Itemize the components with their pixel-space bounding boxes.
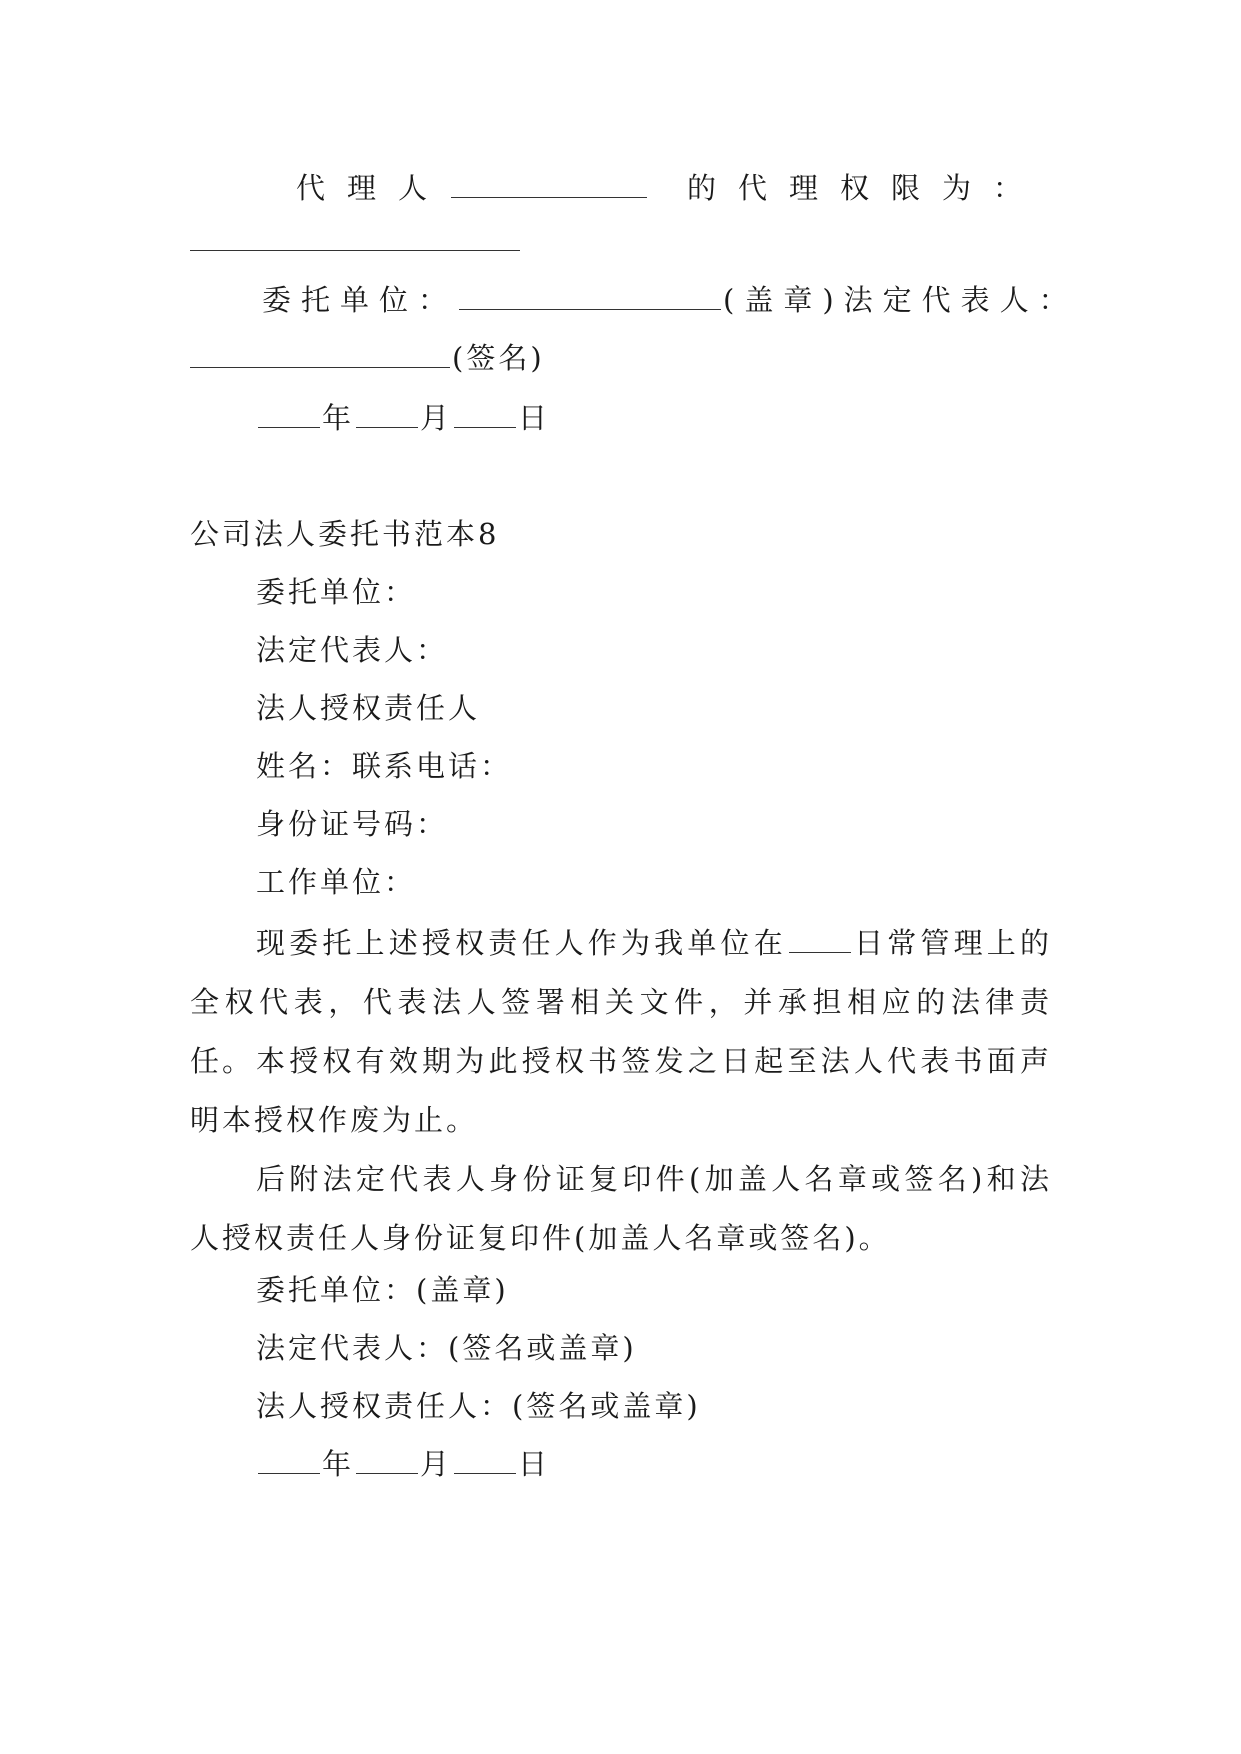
paragraph-attachments: 后附法定代表人身份证复印件(加盖人名章或签名)和法人授权责任人身份证复印件(加盖人名章或签名)。	[190, 1162, 1052, 1255]
field-work-unit: 工作单位：	[256, 865, 417, 899]
year-label: 年	[322, 401, 355, 435]
month-label: 月	[420, 401, 453, 435]
year-blank	[258, 1447, 320, 1474]
year-blank	[258, 401, 320, 428]
entrust-line	[262, 280, 1078, 320]
month-blank	[356, 1447, 418, 1474]
section-title: 公司法人委托书范本8	[190, 517, 500, 551]
date-line-2	[256, 1444, 550, 1484]
field-name-phone: 姓名：联系电话：	[256, 749, 513, 783]
agent-scope-line	[296, 168, 1044, 208]
entrust-label: 委托单位：	[262, 283, 458, 317]
field-authorized-person: 法人授权责任人	[256, 691, 481, 725]
signature-legal-rep: 法定代表人：(签名或盖章)	[256, 1331, 637, 1365]
para1-after: 日常管理上的全权代表，代表法人签署相关文件，并承担相应的法律责任。	[190, 926, 1052, 1078]
signature-entrust-unit: 委托单位：(盖章)	[256, 1273, 509, 1307]
stamp-label: (盖章)	[723, 283, 844, 317]
sign-blank	[190, 341, 450, 368]
month-blank	[356, 401, 418, 428]
sign-line	[190, 338, 545, 378]
date-line-1	[256, 398, 550, 438]
sign-label: (签名)	[452, 341, 545, 375]
agent-scope-label: 的代理权限为：	[687, 171, 1045, 205]
day-label: 日	[518, 1447, 551, 1481]
signature-authorized-person: 法人授权责任人：(签名或盖章)	[256, 1389, 701, 1423]
legal-rep-label: 法定代表人：	[843, 283, 1078, 317]
agent-name-blank	[451, 171, 647, 198]
para1-blank	[789, 926, 851, 953]
day-label: 日	[518, 401, 551, 435]
para1-before: 现委托上述授权责任人作为我单位在	[256, 926, 787, 960]
day-blank	[454, 1447, 516, 1474]
agent-scope-blank	[190, 250, 520, 251]
agent-prefix: 代理人	[296, 171, 450, 205]
field-entrust-unit: 委托单位：	[256, 575, 417, 609]
year-label: 年	[322, 1447, 355, 1481]
entrust-blank	[459, 283, 721, 310]
field-id-number: 身份证号码：	[256, 807, 449, 841]
field-legal-rep: 法定代表人：	[256, 633, 449, 667]
day-blank	[454, 401, 516, 428]
paragraph-validity: 本授权有效期为此授权书签发之日起至法人代表书面声明本授权作废为止。	[190, 1044, 1052, 1137]
month-label: 月	[420, 1447, 453, 1481]
